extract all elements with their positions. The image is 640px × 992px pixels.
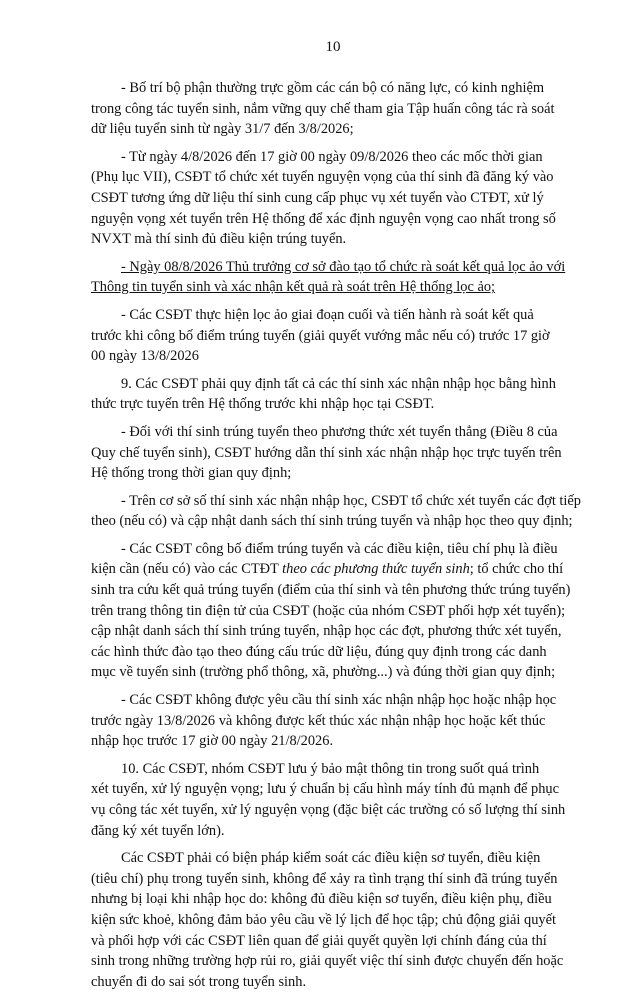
paragraph-p11 (91, 848, 600, 992)
paragraph-p6 (91, 422, 600, 484)
paragraph-p1 (91, 78, 600, 140)
paragraph-text: 9. Các CSĐT phải quy định tất cả các thí sinh xác nhận nhập học bằng hình thức trực tuyến trên Hệ thống trước khi nhập học tại CSĐT. (91, 375, 556, 413)
paragraph-text: - Bố trí bộ phận thường trực gồm các cán bộ có năng lực, có kinh nghiệm trong công tác tuyển sinh, nắm vững quy chế tham gia Tập huấn công tác rà soát dữ liệu tuyển sinh từ ngày 31/7 đến 3/8/2026; (91, 80, 555, 138)
paragraph-p3 (91, 257, 600, 298)
paragraph-p9 (91, 690, 600, 752)
paragraph-text: - Các CSĐT công bố điểm trúng tuyển và các điều kiện, tiêu chí phụ là điều kiện cần (nếu có) vào các CTĐT (91, 540, 558, 578)
paragraph-p2 (91, 147, 600, 250)
paragraph-text: ; tổ chức cho thí sinh tra cứu kết quả trúng tuyển (điểm của thí sinh và tên phương thức trúng tuyển) trên trang thông tin điện tử của CSĐT (hoặc của nhóm CSĐT phối hợp xét tuyển); cập nhật danh sách thí sinh trúng tuyển, nhập học các đợt, phương thức xét tuyển, các hình thức đào tạo theo đúng cấu trúc dữ liệu, đúng quy định trong các danh mục về tuyển sinh (trường phổ thông, xã, phường...) và đúng thời gian quy định; (91, 561, 571, 681)
paragraph-text: Các CSĐT phải có biện pháp kiểm soát các điều kiện sơ tuyển, điều kiện (tiêu chí) phụ trong tuyển sinh, không để xảy ra tình trạng thí sinh đã trúng tuyển nhưng bị loại khi nhập học do: không đủ điều kiện sơ tuyển, điều kiện phụ, điều kiện sức khoẻ, không đảm bảo yêu cầu về lý lịch để học tập; chủ động giải quyết và phối hợp với các CSĐT liên quan để giải quyết quyền lợi chính đáng của thí sinh trong những trường hợp rủi ro, giải quyết việc thí sinh được chuyển đến hoặc chuyển đi do sai sót trong tuyển sinh. (91, 850, 564, 990)
paragraph-text: 10. Các CSĐT, nhóm CSĐT lưu ý bảo mật thông tin trong suốt quá trình xét tuyển, xử lý nguyện vọng; lưu ý chuẩn bị cấu hình máy tính đủ mạnh để phục vụ công tác xét tuyển, xử lý nguyện vọng (đặc biệt các trường có số lượng thí sinh đăng ký xét tuyển lớn). (91, 760, 566, 839)
document-body (91, 78, 600, 992)
paragraph-p7 (91, 491, 600, 532)
paragraph-text: - Các CSĐT không được yêu cầu thí sinh xác nhận nhập học hoặc nhập học trước ngày 13/8/2026 và không được kết thúc xác nhận nhập học hoặc kết thúc nhập học trước 17 giờ 00 ngày 21/8/2026. (91, 692, 557, 750)
paragraph-p8 (91, 539, 600, 683)
paragraph-p5 (91, 374, 600, 415)
paragraph-text: theo các phương thức tuyển sinh (282, 561, 470, 578)
paragraph-p4 (91, 305, 600, 367)
paragraph-text: - Trên cơ sở số thí sinh xác nhận nhập học, CSĐT tổ chức xét tuyển các đợt tiếp theo (nếu có) và cập nhật danh sách thí sinh trúng tuyển và nhập học theo quy định; (91, 492, 582, 530)
paragraph-text: - Đối với thí sinh trúng tuyển theo phương thức xét tuyển thẳng (Điều 8 của Quy chế tuyển sinh), CSĐT hướng dẫn thí sinh xác nhận nhập học trực tuyến trên Hệ thống trong thời gian quy định; (91, 423, 562, 482)
paragraph-text: - Từ ngày 4/8/2026 đến 17 giờ 00 ngày 09/8/2026 theo các mốc thời gian (Phụ lục VII), CSĐT tổ chức xét tuyển nguyện vọng của thí sinh đã đăng ký vào CSĐT tương ứng dữ liệu thí sinh cung cấp phục vụ xét tuyển vào CTĐT, xử lý nguyện vọng xét tuyển trên Hệ thống để xác định nguyện vọng cao nhất trong số NVXT mà thí sinh đủ điều kiện trúng tuyển. (91, 148, 556, 248)
paragraph-text: - Các CSĐT thực hiện lọc ảo giai đoạn cuối và tiến hành rà soát kết quả trước khi công bố điểm trúng tuyển (giải quyết vướng mắc nếu có) trước 17 giờ 00 ngày 13/8/2026 (91, 306, 550, 365)
page-number: 10 (325, 39, 341, 55)
paragraph-p10 (91, 759, 600, 841)
paragraph-text: - Ngày 08/8/2026 Thủ trưởng cơ sở đào tạo tổ chức rà soát kết quả lọc ảo với Thông tin tuyển sinh và xác nhận kết quả rà soát trên Hệ thống lọc ảo; (91, 258, 566, 296)
